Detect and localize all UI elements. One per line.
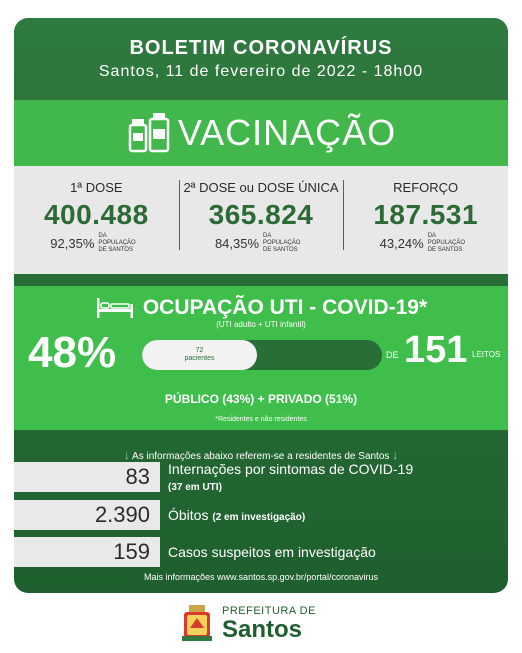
city-seal-icon <box>180 604 214 642</box>
dose1-value: 400.488 <box>43 199 149 230</box>
icu-occupancy-bar <box>142 340 382 370</box>
booster-column <box>343 166 508 274</box>
arrow-down-icon: ↓ <box>392 448 399 462</box>
suspected-row <box>14 537 508 567</box>
icu-public-private-split: PÚBLICO (43%) + PRIVADO (51%) <box>164 392 358 406</box>
suspected-value: 159 <box>14 537 160 567</box>
dose2-column <box>179 166 344 274</box>
bulletin-date: Santos, 11 de fevereiro de 2022 - 18h00 <box>98 63 424 80</box>
dose1-label: 1ª DOSE <box>70 180 123 195</box>
icu-total-beds: 151 <box>404 329 468 371</box>
deaths-text <box>168 507 305 526</box>
icu-occupancy-percent: 48% <box>28 328 117 377</box>
dose1-percent: 92,35% <box>50 236 95 251</box>
icu-footnote: *Residentes e não residentes <box>215 416 307 423</box>
vaccination-stats <box>14 166 508 274</box>
bulletin-header <box>14 18 508 96</box>
arrow-down-icon: ↓ <box>123 448 130 462</box>
icu-subtitle: (UTI adulto + UTI infantil) <box>216 320 306 329</box>
booster-percent: 43,24% <box>379 236 424 251</box>
bulletin-title: BOLETIM CORONAVÍRUS <box>129 37 393 59</box>
dose1-column <box>14 166 179 274</box>
booster-note: DA POPULAÇÃO DE SANTOS <box>427 233 466 253</box>
dose2-note: DA POPULAÇÃO DE SANTOS <box>263 233 301 253</box>
deaths-label: Óbitos <box>168 507 209 523</box>
icu-of-label: DE <box>386 350 399 360</box>
vaccination-title: VACINAÇÃO <box>177 112 397 153</box>
footer-org-city: Santos <box>222 615 303 643</box>
hospitalizations-label: Internações por sintomas de COVID-19 <box>168 461 414 477</box>
residents-note <box>14 448 508 462</box>
more-info-link[interactable]: Mais informações www.santos.sp.gov.br/portal/coronavirus <box>144 572 378 582</box>
dose2-percent: 84,35% <box>214 236 260 251</box>
booster-label: REFORÇO <box>393 180 459 195</box>
hospitalizations-text <box>168 461 413 496</box>
deaths-detail: (2 em investigação) <box>212 512 306 523</box>
booster-value: 187.531 <box>373 199 479 230</box>
icu-patients-count: 72 <box>195 347 204 354</box>
bulletin-card <box>14 18 508 593</box>
hospitalizations-row <box>14 462 508 492</box>
suspected-label: Casos suspeitos em investigação <box>168 544 376 560</box>
hospitalizations-detail: (37 em UTI) <box>168 482 222 493</box>
icu-beds-label: LEITOS <box>472 350 501 359</box>
icu-title: OCUPAÇÃO UTI - COVID-19* <box>142 296 428 319</box>
dose2-label: 2ª DOSE ou DOSE ÚNICA <box>183 180 339 195</box>
dose1-note: DA POPULAÇÃO DE SANTOS <box>98 233 136 253</box>
hospital-bed-icon <box>95 296 135 320</box>
dose2-value: 365.824 <box>208 199 314 230</box>
icu-panel <box>14 286 508 430</box>
deaths-row <box>14 500 508 530</box>
vaccine-vials-icon <box>126 111 172 155</box>
icu-occupancy-fill <box>142 340 257 370</box>
footer-logo <box>180 603 316 643</box>
footer-org-top: PREFEITURA DE <box>222 604 316 617</box>
vaccination-banner <box>14 100 508 166</box>
residents-note-text: As informações abaixo referem-se a residentes de Santos <box>132 451 390 462</box>
suspected-text <box>168 544 376 560</box>
hospitalizations-value: 83 <box>14 462 160 492</box>
icu-patients-label: pacientes <box>184 355 215 362</box>
deaths-value: 2.390 <box>14 500 160 530</box>
